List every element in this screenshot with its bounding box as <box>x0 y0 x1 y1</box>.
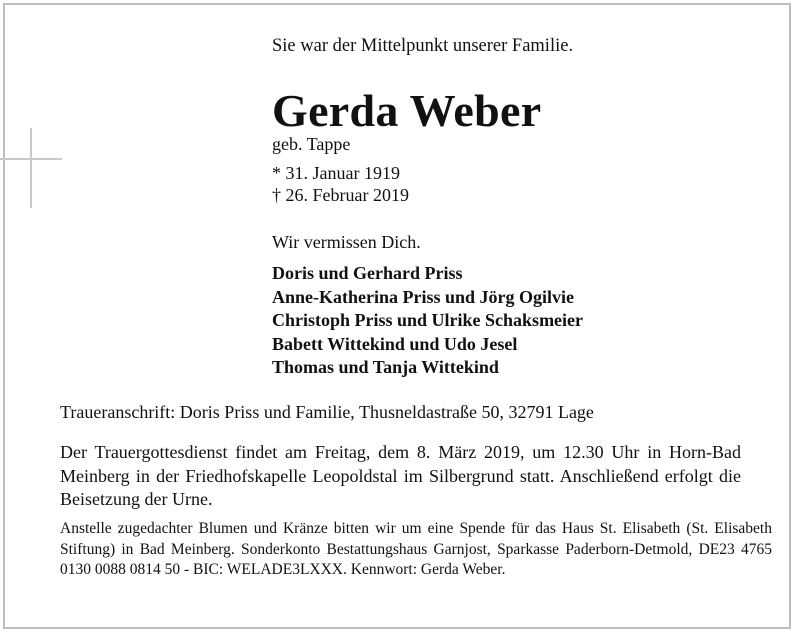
birth-date: * 31. Januar 1919 <box>272 163 400 183</box>
mourner-entry: Thomas und Tanja Wittekind <box>272 357 499 377</box>
tagline: Sie war der Mittelpunkt unserer Familie. <box>272 36 574 56</box>
mourning-address: Traueranschrift: Doris Priss und Familie, Thusneldastraße 50, 32791 Lage <box>60 402 594 422</box>
mourner-entry: Christoph Priss und Ulrike Schaksmeier <box>272 310 584 330</box>
mourner-entry: Doris und Gerhard Priss <box>272 263 463 283</box>
service-info: Der Trauergottesdienst findet am Freitag, dem 8. März 2019, um 12.30 Uhr in Horn-Bad Meinberg in der Friedhofskapelle Leopoldstal im Silbergrund statt. Anschließend erfolgt die Beisetzung der Urne. <box>60 442 741 509</box>
deceased-name: Gerda Weber <box>272 85 542 136</box>
cross-icon <box>0 108 64 208</box>
mourners-list <box>272 262 583 380</box>
miss-text: Wir vermissen Dich. <box>272 232 421 252</box>
mourner-entry: Anne-Katherina Priss und Jörg Ogilvie <box>272 286 575 307</box>
mourner-entry: Babett Wittekind und Udo Jesel <box>272 333 518 354</box>
maiden-name: geb. Tappe <box>272 134 351 154</box>
donation-info: Anstelle zugedachter Blumen und Kränze bitten wir um eine Spende für das Haus St. Elisabeth (St. Elisabeth Stiftung) in Bad Meinberg. Sonderkonto Bestattungshaus Garnjost, Sparkasse Paderborn-Detmold, DE23 4765 0130 0088 0814 50 - BIC: WELADE3LXXX. Kennwort: Gerda Weber. <box>60 520 772 578</box>
death-date: † 26. Februar 2019 <box>272 185 409 205</box>
